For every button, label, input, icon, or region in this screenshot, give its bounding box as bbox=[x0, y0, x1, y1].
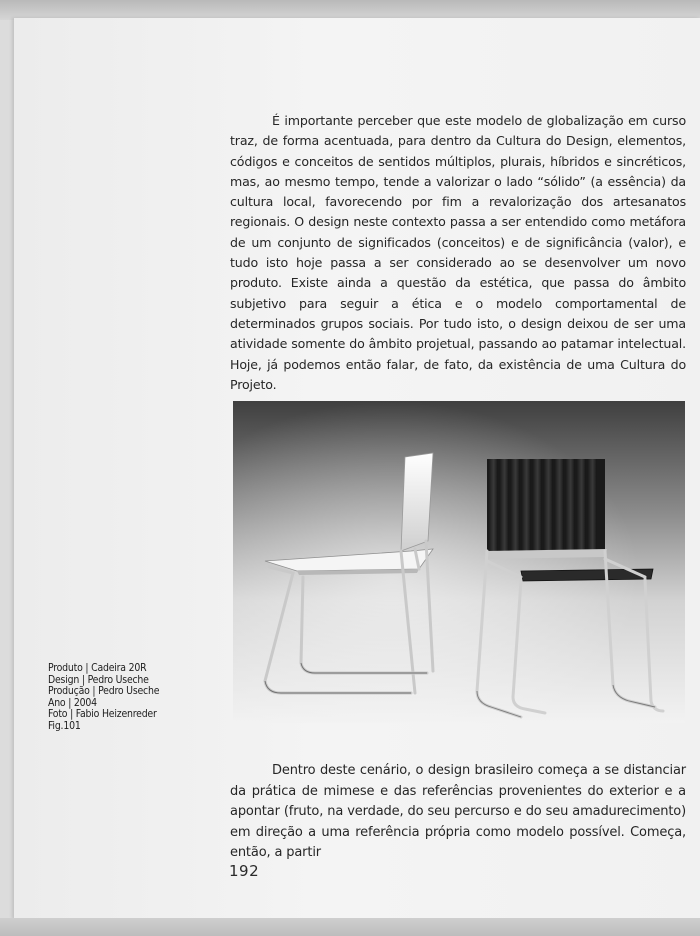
body-paragraph-1 bbox=[230, 111, 686, 395]
chair-photo bbox=[233, 401, 685, 723]
scan-top-edge bbox=[0, 0, 700, 20]
caption-design: Design | Pedro Useche bbox=[48, 673, 149, 686]
figure-caption bbox=[48, 663, 159, 733]
paragraph-text: Dentro deste cenário, o design brasileiro começa a se distanciar da prática de mimese e das referências provenientes do exterior e a apontar (fruto, na verdade, do seu percurso e do seu amadurecimento) em direção a uma referência própria como modelo possível. Começa, então, a partir bbox=[230, 763, 686, 860]
caption-production: Produção | Pedro Useche bbox=[48, 685, 160, 698]
caption-product: Produto | Cadeira 20R bbox=[48, 662, 147, 674]
caption-figure-number: Fig.101 bbox=[48, 719, 81, 732]
chairs-photograph bbox=[233, 401, 685, 723]
caption-year: Ano | 2004 bbox=[48, 696, 97, 709]
scan-bottom-edge bbox=[0, 918, 700, 936]
paragraph-text: É importante perceber que este modelo de globalização em curso traz, de forma acentuada, para dentro da Cultura do Design, elementos, códigos e conceitos de sentidos múltiplos, plurais, híbridos e sincréticos, mas, ao mesmo tempo, tende a valorizar o lado “sólido” (a essência) da cultura local, favorecendo por fim a revalorização dos artesanatos regionais. O design neste contexto passa a ser entendido como metáfora de um conjunto de significados (conceitos) e de significância (valor), e tudo isto hoje passa a ser considerado ao se desenvolver um novo produto. Existe ainda a questão da estética, que passa do âmbito subjetivo para seguir a ética e o modelo comportamental de determinados grupos sociais. Por tudo isto, o design deixou de ser uma atividade somente do âmbito projetual, passando ao patamar intelectual. Hoje, já podemos então falar, de fato, da existência de uma Cultura do Projeto. bbox=[230, 113, 686, 392]
body-paragraph-2 bbox=[230, 761, 686, 864]
page-number: 192 bbox=[229, 862, 260, 880]
caption-photo-credit: Foto | Fabio Heizenreder bbox=[48, 708, 157, 721]
